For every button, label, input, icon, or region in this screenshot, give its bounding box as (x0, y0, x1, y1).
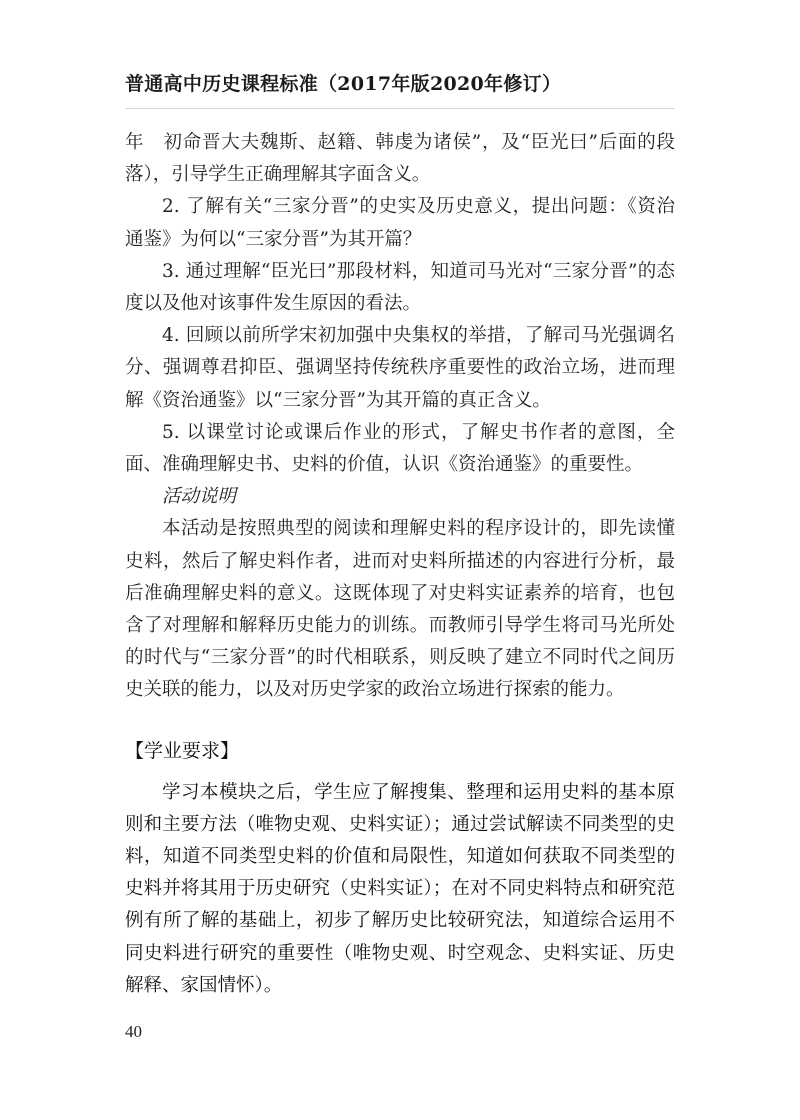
activity-description: 本活动是按照典型的阅读和理解史料的程序设计的，即先读懂史料，然后了解史料作者，进而对史料所描述的内容进行分析，最后准确理解史料的意义。这既体现了对史料实证素养的培育，也包含了对理解和解释历史能力的训练。而教师引导学生将司马光所处的时代与“三家分晋”的时代相联系，则反映了建立不同时代之间历史关联的能力，以及对历史学家的政治立场进行探索的能力。 (125, 518, 675, 701)
step-paragraph-2: 2. 了解有关“三家分晋”的史实及历史意义，提出问题：《资治通鉴》为何以“三家分晋”为其开篇？ (125, 196, 675, 250)
step-paragraph-3: 3. 通过理解“臣光曰”那段材料，知道司马光对“三家分晋”的态度以及他对该事件发生原因的看法。 (125, 260, 675, 315)
header-divider (125, 108, 675, 109)
step-paragraph-5: 5. 以课堂讨论或课后作业的形式，了解史书作者的意图，全面、准确理解史书、史料的价值，认识《资治通鉴》的重要性。 (125, 421, 675, 476)
page-header-title: 普通高中历史课程标准（2017年版2020年修订） (125, 73, 562, 95)
requirements-paragraph: 学习本模块之后，学生应了解搜集、整理和运用史料的基本原则和主要方法（唯物史观、史料实证）；通过尝试解读不同类型的史料，知道不同类型史料的价值和局限性，知道如何获取不同类型的史料并将其用于历史研究（史料实证）；在对不同史料特点和研究范例有所了解的基础上，初步了解历史比较研究法，知道综合运用不同史料进行研究的重要性（唯物史观、时空观念、史料实证、历史解释、家国情怀）。 (125, 781, 675, 996)
step-paragraph-4: 4. 回顾以前所学宋初加强中央集权的举措，了解司马光强调名分、强调尊君抑臣、强调坚持传统秩序重要性的政治立场，进而理解《资治通鉴》以“三家分晋”为其开篇的真正含义。 (125, 325, 675, 411)
page-number: 40 (125, 1022, 142, 1041)
requirements-heading: 【学业要求】 (125, 739, 240, 762)
page-content (125, 127, 675, 1002)
continuation-paragraph: 年 初命晋大夫魏斯、赵籍、韩虔为诸侯”，及“臣光曰”后面的段落），引导学生正确理解其字面含义。 (125, 132, 675, 186)
activity-title: 活动说明 (162, 486, 237, 508)
